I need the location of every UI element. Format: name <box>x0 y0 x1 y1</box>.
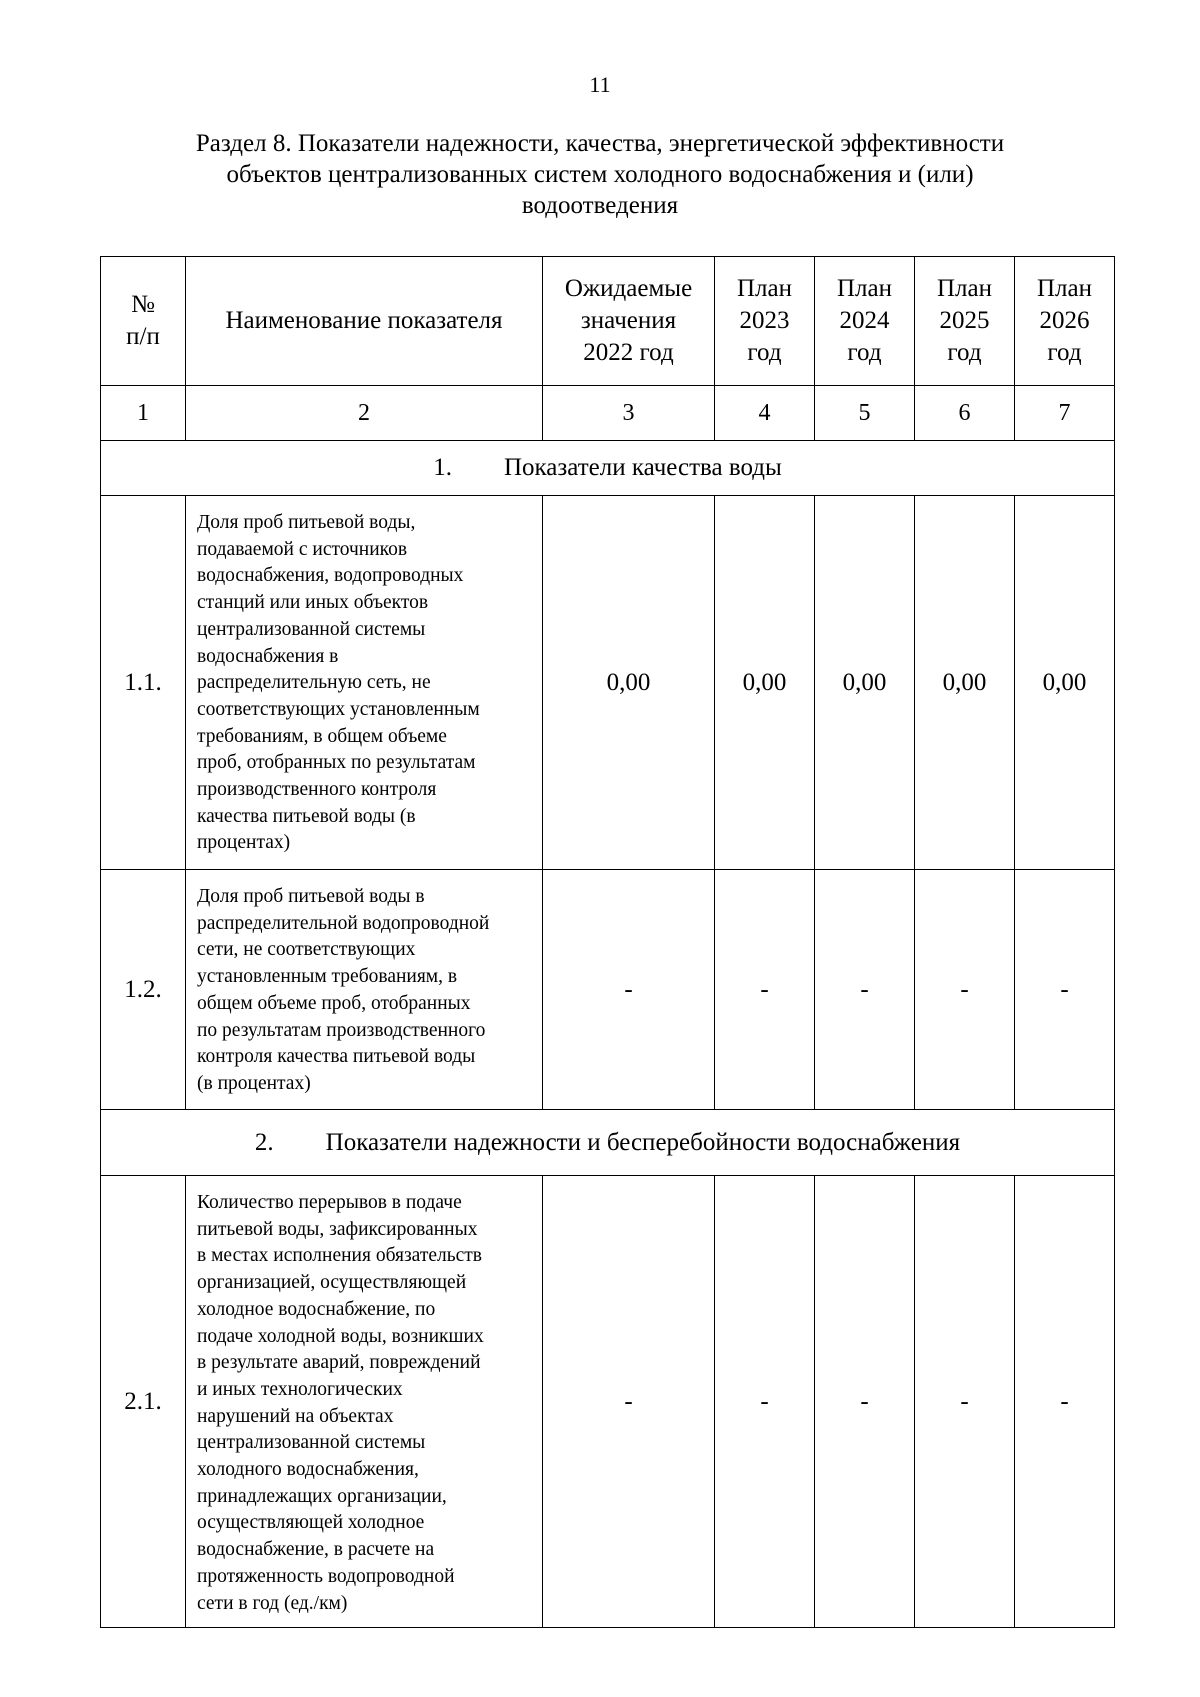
group-title: Показатели качества воды <box>503 454 782 481</box>
value-cell: 0,00 <box>915 496 1015 870</box>
column-number: 5 <box>815 386 915 441</box>
value-cell: - <box>715 1176 815 1628</box>
header-num: № п/п <box>101 257 186 386</box>
value-cell: - <box>715 870 815 1110</box>
column-number: 2 <box>186 386 543 441</box>
section-title-line: водоотведения <box>521 192 679 219</box>
row-index: 1.2. <box>101 870 186 1110</box>
column-number: 4 <box>715 386 815 441</box>
column-number-row <box>101 386 1115 441</box>
table-row <box>101 870 1115 1110</box>
section-title <box>100 128 1100 221</box>
header-plan-2026: План 2026 год <box>1015 257 1115 386</box>
value-cell: - <box>915 1176 1015 1628</box>
row-description: Доля проб питьевой воды в распределительной водопроводной сети, не соответствующих установленным требованиям, в общем объеме проб, отобранных по результатам производственного контроля качества питьевой воды (в процентах) <box>186 870 543 1110</box>
group-number: 1. <box>433 454 452 481</box>
value-cell: - <box>543 870 715 1110</box>
value-cell: - <box>815 1176 915 1628</box>
section-title-line: объектов централизованных систем холодного водоснабжения и (или) <box>226 161 974 188</box>
header-plan-2023: План 2023 год <box>715 257 815 386</box>
group-heading <box>101 441 1115 496</box>
group-heading-row <box>101 441 1115 496</box>
value-cell: - <box>1015 870 1115 1110</box>
header-plan-2024: План 2024 год <box>815 257 915 386</box>
value-cell: - <box>815 870 915 1110</box>
value-cell: 0,00 <box>815 496 915 870</box>
row-description: Количество перерывов в подаче питьевой воды, зафиксированных в местах исполнения обязательств организацией, осуществляющей холодное водоснабжение, по подаче холодной воды, возникших в результате аварий, повреждений и иных технологических нарушений на объектах централизованной системы холодного водоснабжения, принадлежащих организации, осуществляющей холодное водоснабжение, в расчете на протяженность водопроводной сети в год (ед./км) <box>186 1176 543 1628</box>
group-number: 2. <box>254 1128 274 1156</box>
value-cell: 0,00 <box>715 496 815 870</box>
row-index: 1.1. <box>101 496 186 870</box>
header-name: Наименование показателя <box>186 257 543 386</box>
value-cell: - <box>915 870 1015 1110</box>
group-heading <box>101 1110 1115 1176</box>
indicators-table <box>100 256 1115 1628</box>
section-title-line: Раздел 8. Показатели надежности, качества, энергетической эффективности <box>195 130 1005 157</box>
value-cell: 0,00 <box>543 496 715 870</box>
table-row <box>101 1176 1115 1628</box>
table-row <box>101 496 1115 870</box>
page-number: 11 <box>589 72 611 97</box>
group-title: Показатели надежности и бесперебойности водоснабжения <box>325 1128 961 1156</box>
value-cell: - <box>1015 1176 1115 1628</box>
column-number: 7 <box>1015 386 1115 441</box>
header-expected: Ожидаемые значения 2022 год <box>543 257 715 386</box>
column-number: 3 <box>543 386 715 441</box>
header-row <box>101 257 1115 386</box>
row-index: 2.1. <box>101 1176 186 1628</box>
header-plan-2025: План 2025 год <box>915 257 1015 386</box>
group-heading-row <box>101 1110 1115 1176</box>
column-number: 1 <box>101 386 186 441</box>
value-cell: 0,00 <box>1015 496 1115 870</box>
row-description: Доля проб питьевой воды, подаваемой с источников водоснабжения, водопроводных станций или иных объектов централизованной системы водоснабжения в распределительную сеть, не соответствующих установленным требованиям, в общем объеме проб, отобранных по результатам производственного контроля качества питьевой воды (в процентах) <box>186 496 543 870</box>
column-number: 6 <box>915 386 1015 441</box>
value-cell: - <box>543 1176 715 1628</box>
